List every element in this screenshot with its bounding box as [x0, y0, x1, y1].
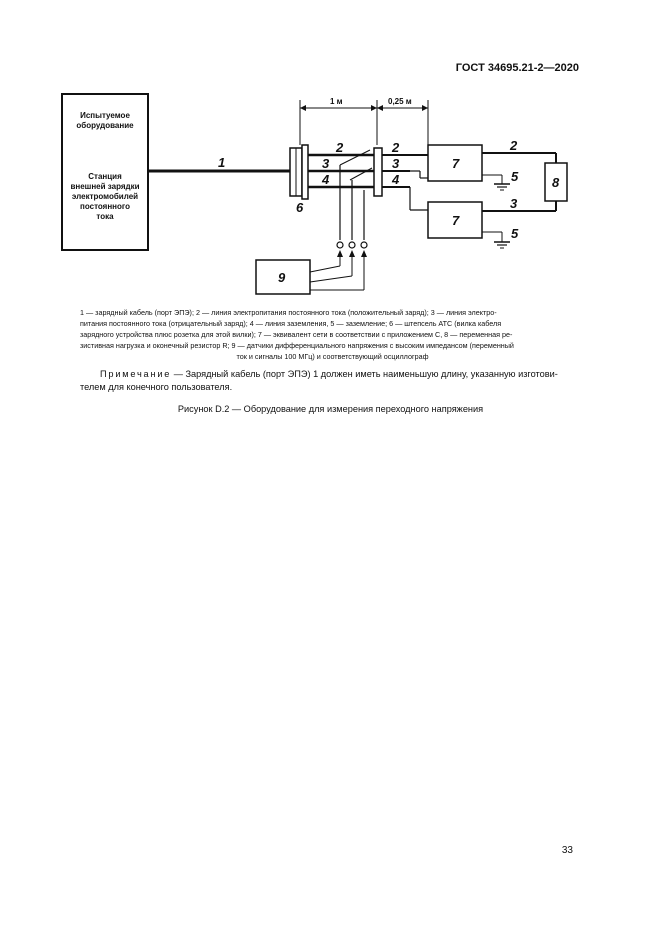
label-n1: 1 [218, 155, 226, 170]
note-text: — Зарядный кабель (порт ЭПЭ) 1 должен иметь наименьшую длину, указанную изготови- [171, 369, 558, 379]
label-n7a: 7 [452, 156, 460, 171]
dimension-label-025m: 0,25 м [388, 97, 412, 106]
label-n9: 9 [278, 270, 286, 285]
legend-line-1: 1 — зарядный кабель (порт ЭПЭ); 2 — линия электропитания постоянного тока (положительный заряд); 3 — линия электро- [80, 308, 497, 317]
document-header: ГОСТ 34695.21-2—2020 [455, 62, 579, 74]
label-n2b: 2 [392, 140, 400, 155]
station-label-5: тока [96, 212, 114, 221]
label-n5b: 5 [511, 226, 519, 241]
label-n6: 6 [296, 200, 304, 215]
label-n3c: 3 [510, 196, 518, 211]
station-label-3: электромобилей [71, 192, 139, 201]
station-label-4: постоянного [80, 202, 130, 211]
label-n2a: 2 [336, 140, 344, 155]
label-n3b: 3 [392, 156, 400, 171]
legend-line-3: зарядного устройства плюс розетка для этой вилки); 7 — эквивалент сети в соответствии с приложением С, 8 — переменная ре- [80, 330, 513, 339]
label-n3a: 3 [322, 156, 330, 171]
note-paragraph [80, 368, 585, 394]
dimension-label-1m: 1 м [330, 97, 343, 106]
figure-legend [80, 307, 585, 362]
label-n2c: 2 [510, 138, 518, 153]
figure-caption: Рисунок D.2 — Оборудование для измерения переходного напряжения [177, 404, 484, 414]
legend-line-4: зистивная нагрузка и оконечный резистор R; 9 — датчики дифференциального напряжения с высоким импедансом (переменный [80, 341, 514, 350]
note-prefix: Примечание [100, 369, 172, 379]
label-n8: 8 [552, 175, 560, 190]
legend-line-2: питания постоянного тока (отрицательный заряд); 4 — линия заземления, 5 — заземление; 6 — штепсель АТС (вилка кабеля [80, 319, 502, 328]
station-label-1: Станция [88, 172, 122, 181]
plug-right-part [302, 145, 308, 199]
label-n4b: 4 [392, 172, 400, 187]
label-n5a: 5 [511, 169, 519, 184]
tested-label-1: Испытуемое [80, 111, 130, 120]
legend-line-5: ток и сигналы 100 МГц) и соответствующий осциллограф [236, 352, 429, 361]
measurement-diagram [0, 0, 661, 300]
page-number: 33 [561, 845, 573, 856]
label-n4a: 4 [322, 172, 330, 187]
tested-label-2: оборудование [76, 121, 134, 130]
connector-block [374, 148, 382, 196]
station-label-2: внешней зарядки [70, 182, 140, 191]
note-text-2: телем для конечного пользователя. [80, 382, 233, 392]
label-n7b: 7 [452, 213, 460, 228]
